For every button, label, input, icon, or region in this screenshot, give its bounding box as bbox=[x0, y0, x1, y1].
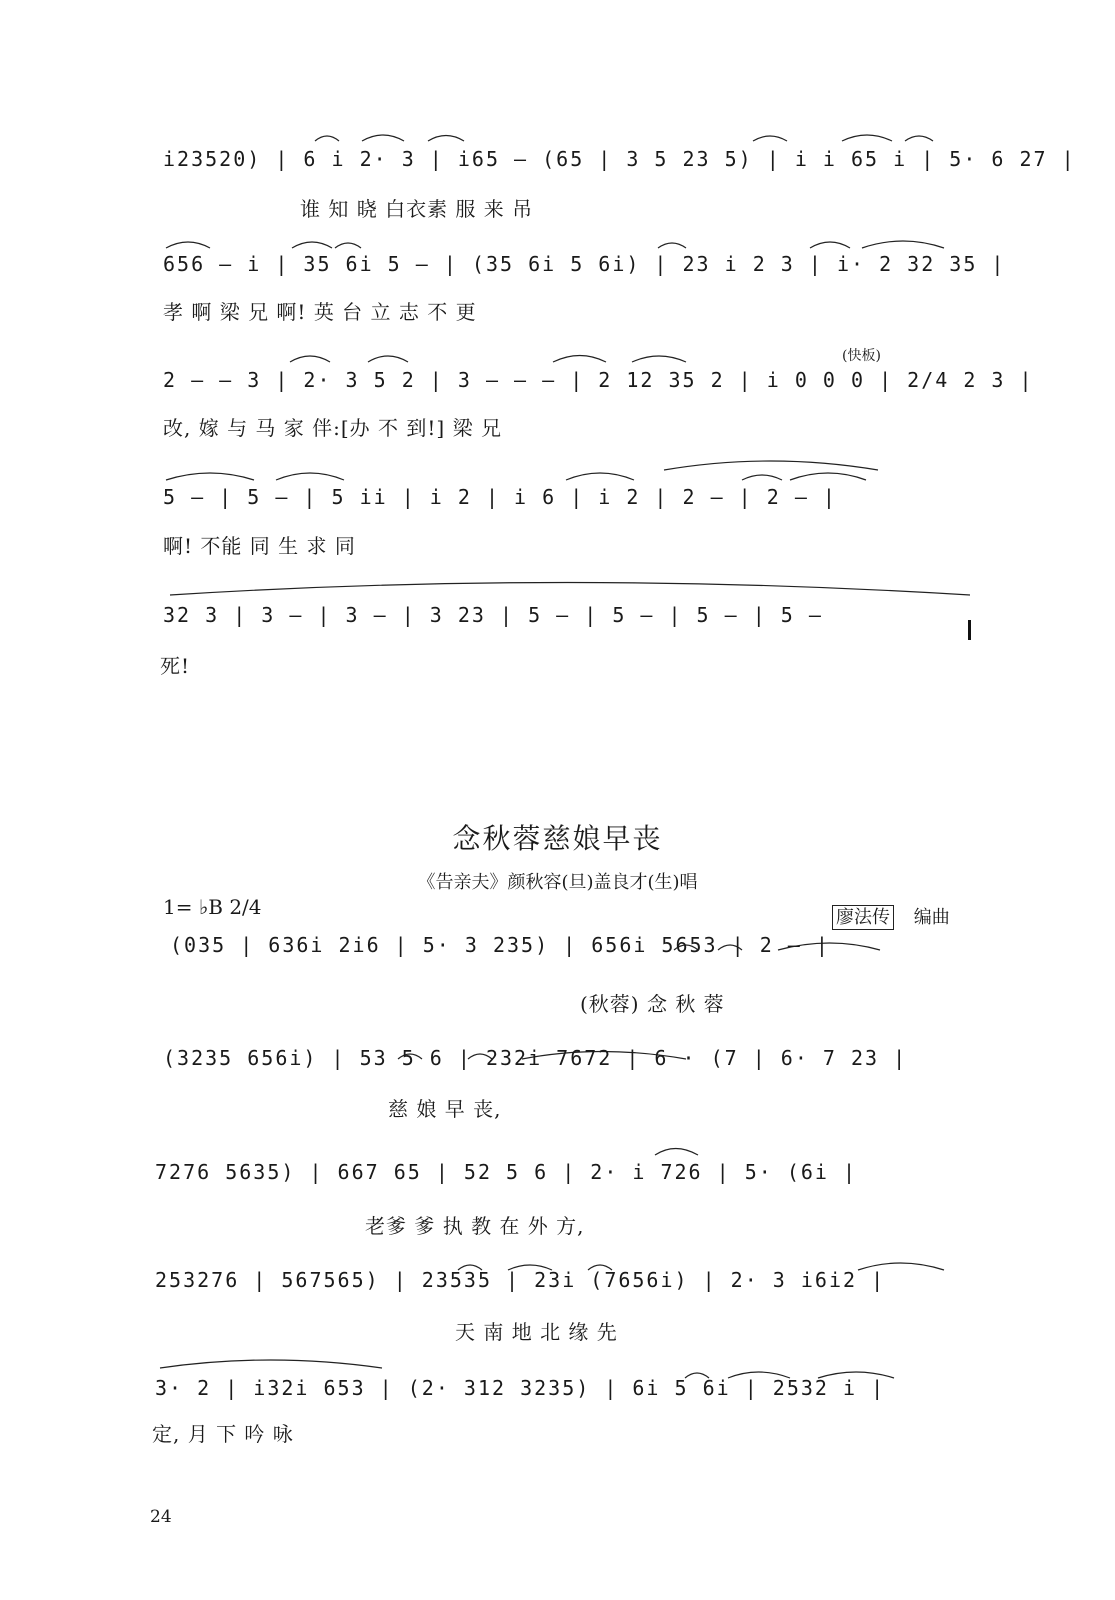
song-title: 念秋蓉慈娘早丧 bbox=[452, 822, 663, 855]
notation-row-7: (3235 656i) | 53 5 6 | 232i 7672 | 6 · (7 | 6· 7 23 | bbox=[163, 1046, 908, 1070]
composer-role: 编曲 bbox=[913, 907, 950, 928]
lyrics-row-7: 慈 娘 早 丧, bbox=[388, 1097, 502, 1121]
lyrics-row-6: (秋蓉) 念 秋 蓉 bbox=[580, 992, 725, 1016]
lyrics-row-4: 啊! 不能 同 生 求 同 bbox=[163, 534, 356, 558]
notation-row-10: 3· 2 | i32i 653 | (2· 312 3235) | 6i 5 6i | 2532 i | bbox=[155, 1376, 886, 1400]
page-number: 24 bbox=[150, 1507, 172, 1527]
composer-credit bbox=[832, 903, 950, 929]
notation-row-8: 7276 5635) | 667 65 | 52 5 6 | 2· i 726 | 5· (6i | bbox=[155, 1160, 858, 1184]
lyrics-row-3: 改, 嫁 与 马 家 伴:[办 不 到!] 梁 兄 bbox=[163, 416, 502, 440]
lyrics-row-1: 谁 知 晓 白衣素 服 来 吊 bbox=[300, 197, 534, 221]
notation-row-3: 2 — — 3 | 2· 3 5 2 | 3 — — — | 2 12 35 2 | i 0 0 0 | 2/4 2 3 | bbox=[163, 368, 1034, 392]
lyrics-row-8: 老爹 爹 执 教 在 外 方, bbox=[365, 1214, 585, 1238]
notation-row-5: 32 3 | 3 — | 3 — | 3 23 | 5 — | 5 — | 5 — | 5 — bbox=[163, 603, 823, 627]
notation-row-2: 656 — i | 35 6i 5 — | (35 6i 5 6i) | 23 i 2 3 | i· 2 32 35 | bbox=[163, 252, 1006, 276]
lyrics-row-2: 孝 啊 梁 兄 啊! 英 台 立 志 不 更 bbox=[163, 300, 477, 324]
lyrics-row-9: 天 南 地 北 缘 先 bbox=[455, 1320, 618, 1344]
notation-row-9: 253276 | 567565) | 23535 | 23i (7656i) | 2· 3 i6i2 | bbox=[155, 1268, 886, 1292]
notation-row-6: (035 | 636i 2i6 | 5· 3 235) | 656i 5653 | 2 — | bbox=[170, 933, 830, 957]
lyrics-row-5: 死! bbox=[160, 654, 191, 678]
final-barline bbox=[968, 620, 971, 640]
tempo-marking: (快板) bbox=[842, 348, 881, 364]
notation-row-1: i23520) | 6 i 2· 3 | i65 — (65 | 3 5 23 5) | i i 65 i | 5· 6 27 | bbox=[163, 147, 1076, 171]
key-signature: 1= ♭B 2/4 bbox=[163, 895, 262, 919]
composer-name: 廖法传 bbox=[832, 905, 894, 930]
lyrics-row-10: 定, 月 下 吟 咏 bbox=[152, 1422, 294, 1446]
song-subtitle: 《告亲夫》颜秋容(旦)盖良才(生)唱 bbox=[417, 872, 698, 893]
notation-row-4: 5 — | 5 — | 5 ii | i 2 | i 6 | i 2 | 2 — | 2 — | bbox=[163, 485, 837, 509]
